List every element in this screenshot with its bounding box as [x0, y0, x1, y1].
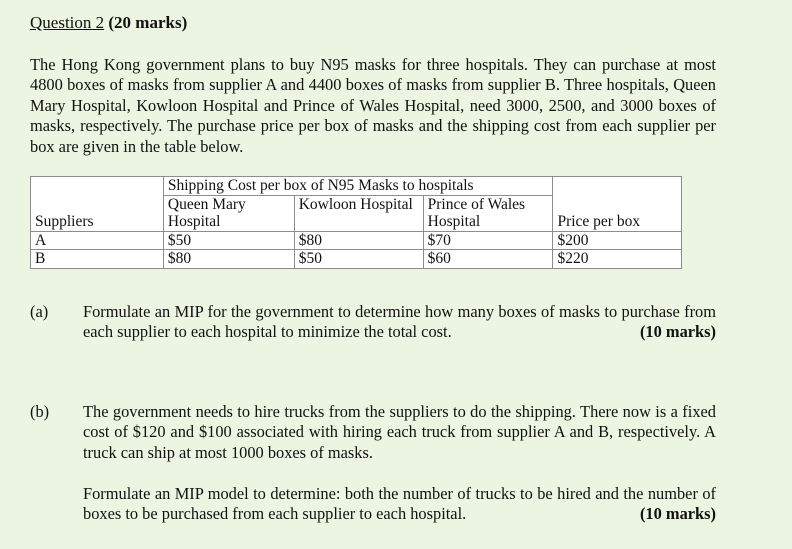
cost-cell: $70: [423, 231, 553, 250]
part-b-paragraph-1: The government needs to hire trucks from the suppliers to do the shipping. There now is a fixed cost of $120 and $100 associated with hiring each truck from supplier A and B, respectively. A truck can ship at most 1000 boxes of masks.: [83, 402, 716, 462]
part-a-marks: (10 marks): [639, 322, 716, 342]
suppliers-header: Suppliers: [31, 177, 164, 232]
cost-cell: $80: [163, 250, 294, 269]
table-row: [31, 250, 682, 269]
part-b-marks: (10 marks): [639, 504, 716, 524]
part-b-label: (b): [30, 402, 50, 421]
hospital-header-queen-mary: Queen Mary Hospital: [163, 195, 294, 231]
table-row: [31, 231, 682, 250]
part-b-paragraph-2: Formulate an MIP model to determine: both the number of trucks to be hired and the number of boxes to be purchased from each supplier to each hospital.: [83, 484, 716, 524]
hospital-header-kowloon: Kowloon Hospital: [294, 195, 423, 231]
cost-cell: $60: [423, 250, 553, 269]
supplier-cell: A: [31, 231, 164, 250]
part-b-text-2: [83, 484, 716, 525]
cost-cell: $50: [294, 250, 423, 269]
part-a-paragraph: Formulate an MIP for the government to determine how many boxes of masks to purchase from each supplier to each hospital to minimize the total cost.: [83, 302, 716, 342]
hospital-header-prince-of-wales: Prince of Wales Hospital: [423, 195, 553, 231]
cost-cell: $80: [294, 231, 423, 250]
cost-table: [30, 176, 682, 269]
price-cell: $200: [553, 231, 682, 250]
shipping-cost-header: Shipping Cost per box of N95 Masks to hospitals: [163, 177, 553, 196]
supplier-cell: B: [31, 250, 164, 269]
price-cell: $220: [553, 250, 682, 269]
part-a-label: (a): [30, 302, 49, 321]
question-marks: (20 marks): [108, 13, 188, 32]
question-label: Question 2: [30, 13, 105, 32]
question-intro: The Hong Kong government plans to buy N95 masks for three hospitals. They can purchase at most 4800 boxes of masks from supplier A and 4400 boxes of masks from supplier B. Three hospitals, Queen Mary Hospital, Kowloon Hospital and Prince of Wales Hospital, need 3000, 2500, and 3000 boxes of masks, respectively. The purchase price per box of masks and the shipping cost from each supplier per box are given in the table below.: [30, 55, 716, 156]
price-header: Price per box: [553, 177, 682, 232]
part-a-text: [83, 302, 716, 343]
question-title: [30, 13, 187, 33]
table-header-row: [31, 177, 682, 196]
cost-cell: $50: [163, 231, 294, 250]
